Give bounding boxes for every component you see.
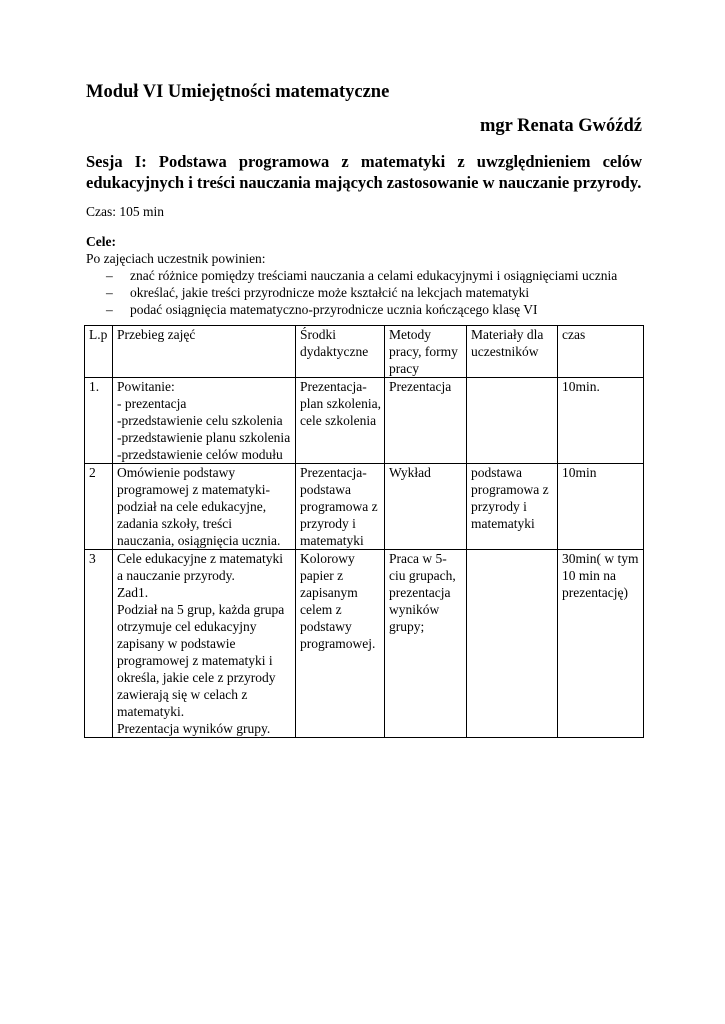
goal-text: określać, jakie treści przyrodnicze może kształcić na lekcjach matematyki xyxy=(130,285,530,300)
goal-item xyxy=(106,284,642,301)
lesson-plan-table xyxy=(84,325,644,738)
header-teaching-aids: Środki dydaktyczne xyxy=(296,326,385,378)
cell-course: Powitanie: - prezentacja -przedstawienie celu szkolenia -przedstawienie planu szkolenia -przedstawienie celów modułu xyxy=(113,378,296,464)
table-header-row xyxy=(85,326,644,378)
author-name: mgr Renata Gwóźdź xyxy=(479,116,642,136)
cell-time: 30min( w tym 10 min na prezentację) xyxy=(558,550,644,738)
dash-bullet-icon: – xyxy=(106,285,113,300)
cell-course: Cele edukacyjne z matematyki a nauczanie przyrody. Zad1. Podział na 5 grup, każda grupa otrzymuje cel edukacyjny zapisany w podstawie programowej z matematyki i określa, jakie cele z przyrody zawierają się w celach z matematyki. Prezentacja wyników grupy. xyxy=(113,550,296,738)
duration-text: Czas: 105 min xyxy=(86,204,164,219)
goals-intro: Po zajęciach uczestnik powinien: xyxy=(86,251,266,266)
cell-methods: Wykład xyxy=(385,464,467,550)
table-row xyxy=(85,550,644,738)
cell-lp: 3 xyxy=(85,550,113,738)
goals-heading: Cele: xyxy=(86,234,116,249)
goals-list xyxy=(86,267,642,318)
header-methods: Metody pracy, formy pracy xyxy=(385,326,467,378)
document-page xyxy=(86,80,642,738)
header-time: czas xyxy=(558,326,644,378)
cell-teaching-aids: Kolorowy papier z zapisanym celem z podstawy programowej. xyxy=(296,550,385,738)
cell-materials xyxy=(467,378,558,464)
cell-methods: Praca w 5-ciu grupach, prezentacja wyników grupy; xyxy=(385,550,467,738)
dash-bullet-icon: – xyxy=(106,268,113,283)
cell-teaching-aids: Prezentacja-podstawa programowa z przyrody i matematyki xyxy=(296,464,385,550)
cell-time: 10min xyxy=(558,464,644,550)
header-course: Przebieg zajęć xyxy=(113,326,296,378)
goal-item xyxy=(106,301,642,318)
goal-item xyxy=(106,267,642,284)
cell-lp: 2 xyxy=(85,464,113,550)
header-materials: Materiały dla uczestników xyxy=(467,326,558,378)
header-lp: L.p xyxy=(85,326,113,378)
cell-teaching-aids: Prezentacja-plan szkolenia, cele szkolenia xyxy=(296,378,385,464)
cell-time: 10min. xyxy=(558,378,644,464)
module-title: Moduł VI Umiejętności matematyczne xyxy=(86,82,390,102)
goal-text: podać osiągnięcia matematyczno-przyrodnicze ucznia kończącego klasę VI xyxy=(130,302,538,317)
cell-lp: 1. xyxy=(85,378,113,464)
cell-course: Omówienie podstawy programowej z matematyki-podział na cele edukacyjne, zadania szkoły, treści nauczania, osiągnięcia ucznia. xyxy=(113,464,296,550)
session-title: Sesja I: Podstawa programowa z matematyki z uwzględnieniem celów edukacyjnych i treści nauczania mających zastosowanie w nauczanie przyrody. xyxy=(86,152,642,192)
table-row xyxy=(85,464,644,550)
cell-materials xyxy=(467,550,558,738)
cell-materials: podstawa programowa z przyrody i matematyki xyxy=(467,464,558,550)
table-row xyxy=(85,378,644,464)
cell-methods: Prezentacja xyxy=(385,378,467,464)
dash-bullet-icon: – xyxy=(106,302,113,317)
goal-text: znać różnice pomiędzy treściami nauczania a celami edukacyjnymi i osiągnięciami ucznia xyxy=(130,268,618,283)
